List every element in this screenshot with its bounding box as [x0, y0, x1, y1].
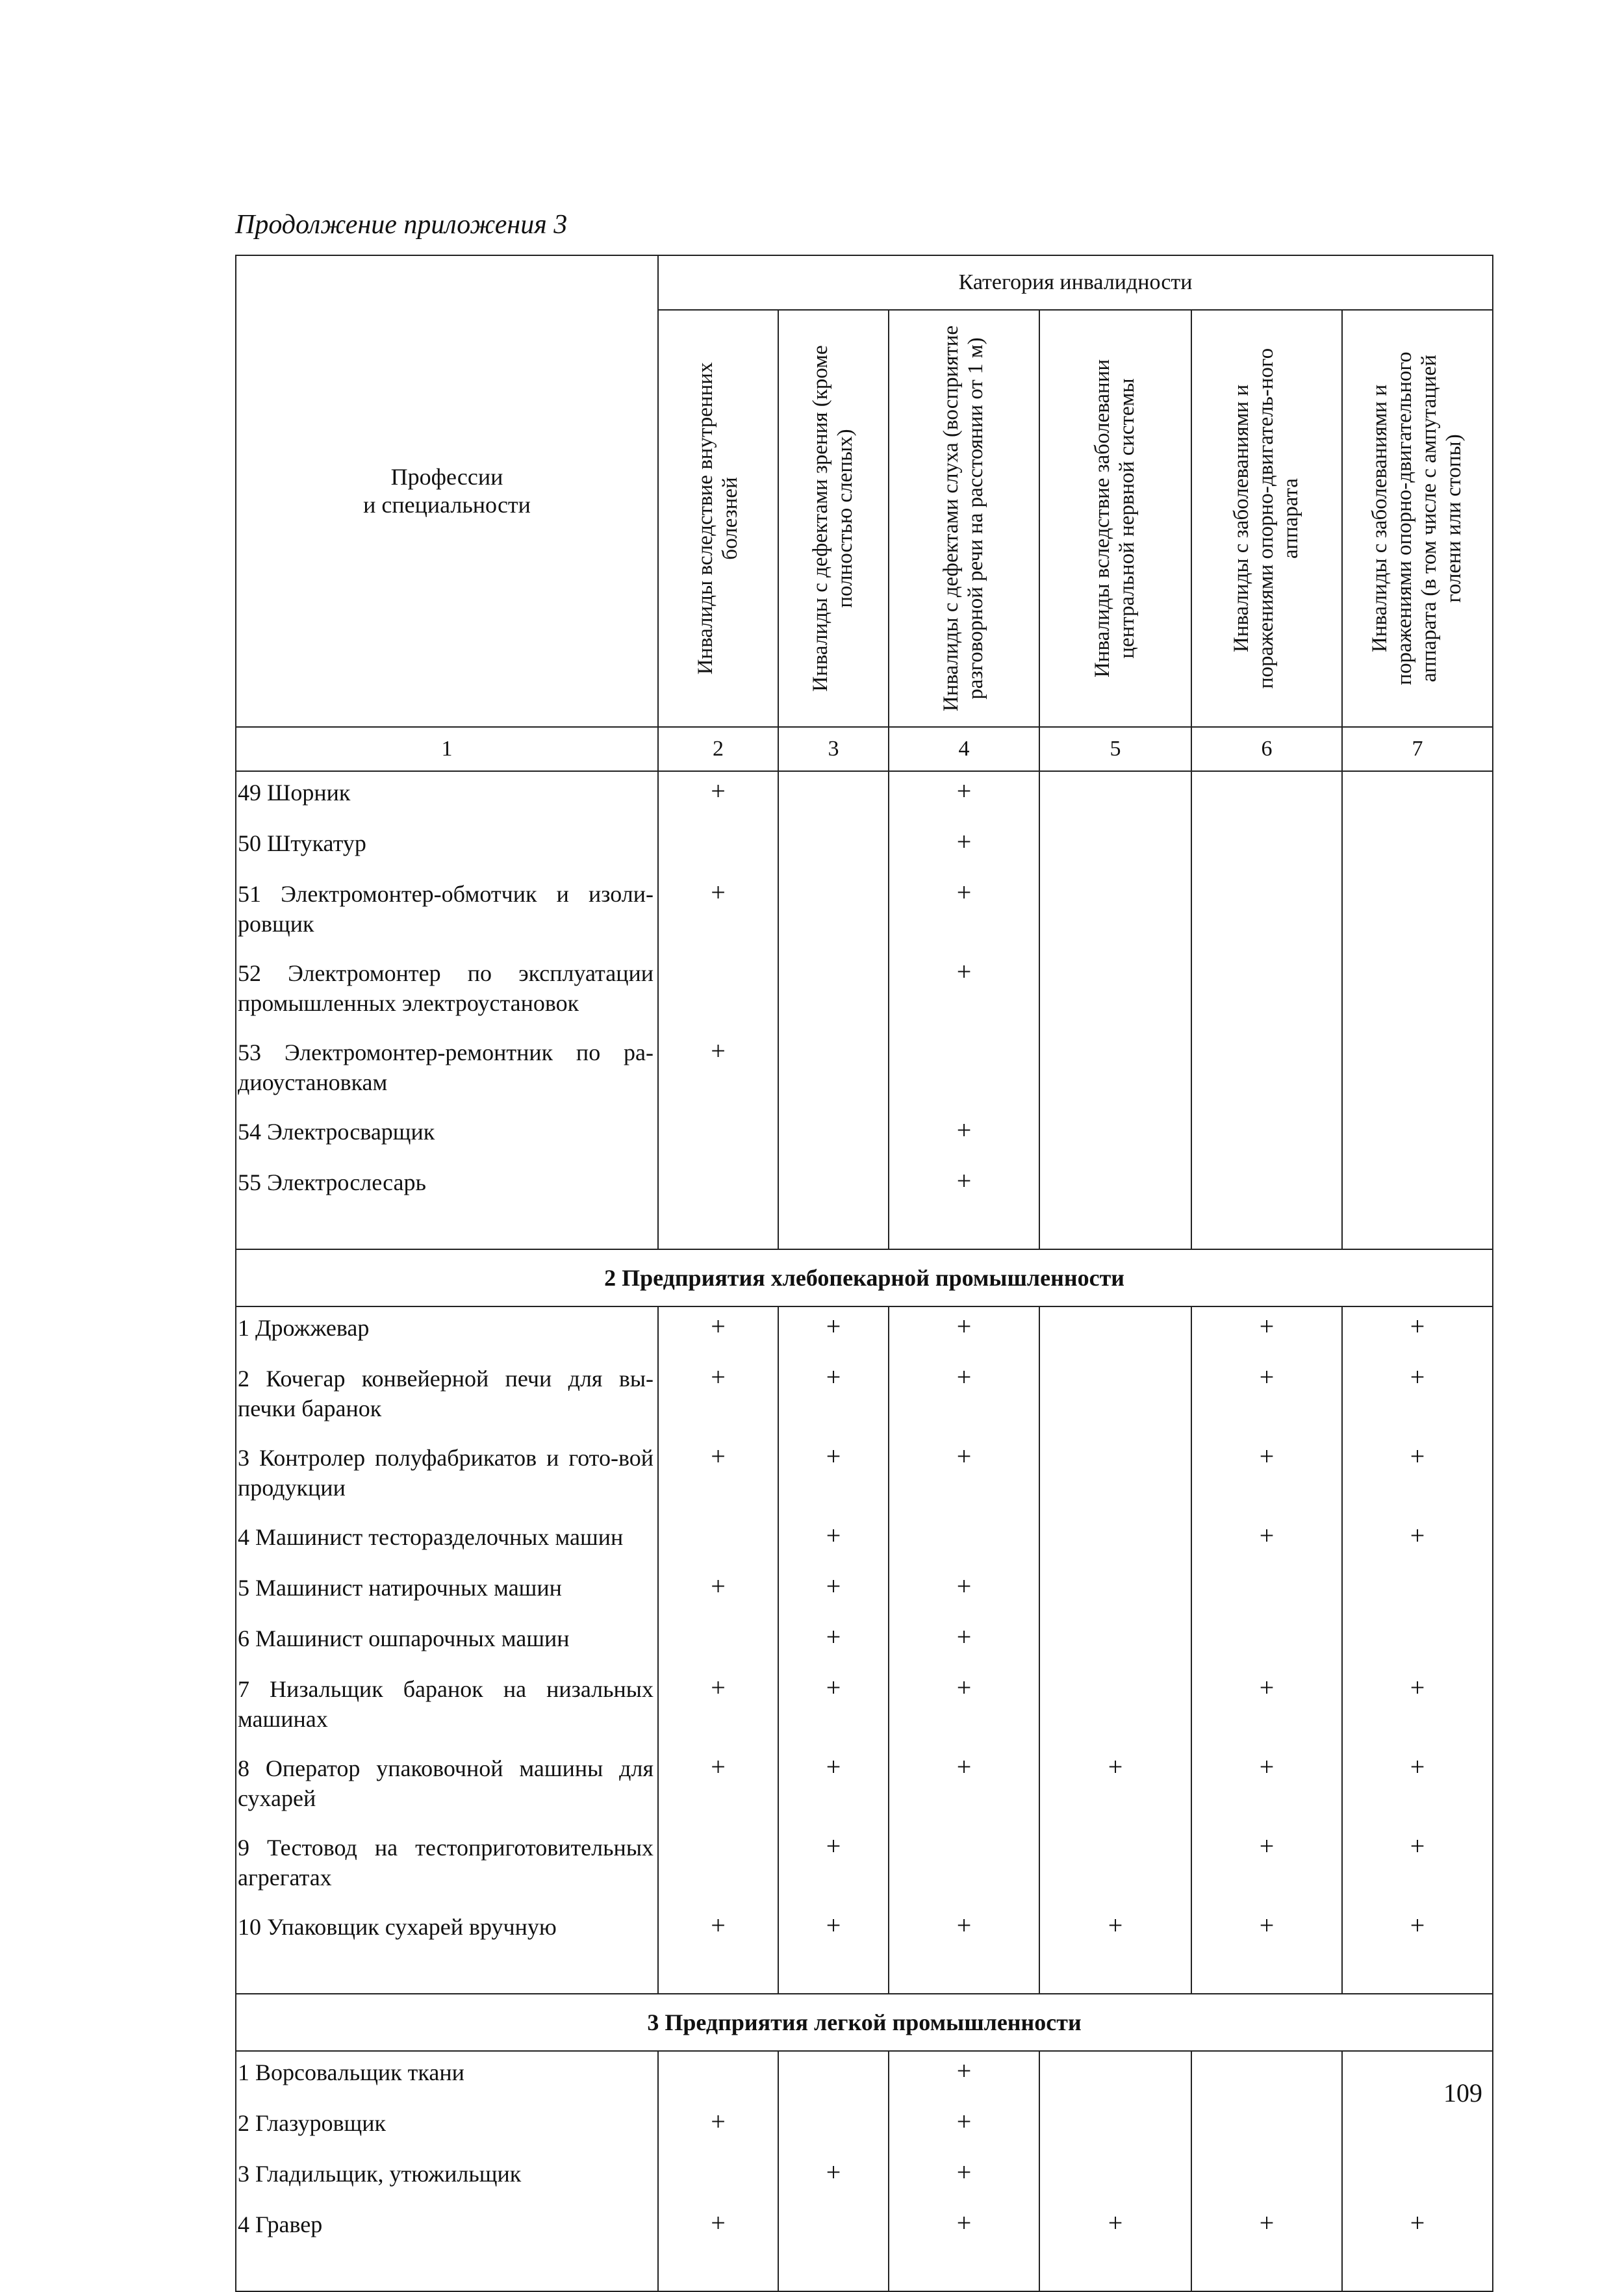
suitability-mark — [778, 873, 889, 952]
suitability-mark: + — [889, 1437, 1039, 1516]
profession-name: 53 Электромонтер-ремонтник по ра-диоустановкам — [236, 1032, 658, 1111]
suitability-mark — [1039, 1111, 1191, 1162]
column-header-3 — [778, 310, 889, 727]
suitability-mark: + — [658, 873, 778, 952]
table-row — [236, 873, 1493, 952]
column-number: 1 — [236, 727, 658, 771]
suitability-mark — [1191, 1567, 1342, 1618]
category-title: Категория инвалидности — [658, 255, 1493, 310]
column-number: 5 — [1039, 727, 1191, 771]
disability-categories-table — [235, 255, 1493, 2292]
suitability-mark: + — [889, 952, 1039, 1032]
profession-name: 51 Электромонтер-обмотчик и изоли-ровщик — [236, 873, 658, 952]
column-header-label: Инвалиды с дефектами слуха (восприятие разговорной речи на расстоянии от 1 м) — [939, 325, 987, 712]
suitability-mark: + — [778, 1906, 889, 1957]
table-row — [236, 1668, 1493, 1748]
table-row — [236, 1306, 1493, 1358]
suitability-mark: + — [778, 1358, 889, 1437]
column-header-label: Инвалиды вследствие внутренних болезней — [693, 362, 742, 675]
suitability-mark: + — [778, 1748, 889, 1827]
profession-name: 9 Тестовод на тестоприготовительных агрегатах — [236, 1827, 658, 1906]
suitability-mark: + — [778, 2153, 889, 2204]
suitability-mark: + — [889, 2204, 1039, 2254]
spacer-cell — [778, 1957, 889, 1994]
spacer-cell — [1342, 1212, 1493, 1249]
column-header-7 — [1342, 310, 1493, 727]
spacer-cell — [889, 1212, 1039, 1249]
suitability-mark — [1039, 822, 1191, 873]
suitability-mark: + — [1191, 1748, 1342, 1827]
suitability-mark — [1039, 873, 1191, 952]
suitability-mark: + — [1342, 2204, 1493, 2254]
suitability-mark: + — [778, 1567, 889, 1618]
suitability-mark: + — [658, 1306, 778, 1358]
suitability-mark: + — [1039, 2204, 1191, 2254]
column-header-2 — [658, 310, 778, 727]
profession-name: 3 Гладильщик, утюжильщик — [236, 2153, 658, 2204]
profession-name: 1 Ворсовальщик ткани — [236, 2051, 658, 2102]
suitability-mark — [1342, 1162, 1493, 1212]
table-row — [236, 1906, 1493, 1957]
suitability-mark: + — [1191, 1827, 1342, 1906]
profession-name: 54 Электросварщик — [236, 1111, 658, 1162]
suitability-mark: + — [889, 2153, 1039, 2204]
suitability-mark: + — [778, 1618, 889, 1668]
spacer-cell — [658, 1212, 778, 1249]
profession-name: 4 Машинист тестоpазделочных машин — [236, 1516, 658, 1567]
suitability-mark: + — [889, 1668, 1039, 1748]
section-header-row — [236, 1994, 1493, 2051]
spacer-cell — [889, 2254, 1039, 2291]
suitability-mark — [1039, 771, 1191, 822]
page-title: Продолжение приложения 3 — [235, 210, 568, 240]
suitability-mark — [1191, 1032, 1342, 1111]
table-row — [236, 1162, 1493, 1212]
suitability-mark: + — [1342, 1437, 1493, 1516]
suitability-mark: + — [778, 1827, 889, 1906]
suitability-mark — [1191, 822, 1342, 873]
suitability-mark: + — [889, 1162, 1039, 1212]
table-row — [236, 1827, 1493, 1906]
suitability-mark: + — [658, 1567, 778, 1618]
spacer-cell — [236, 2254, 658, 2291]
column-header-label: Инвалиды вследствие заболевании центральной нервной системы — [1091, 359, 1139, 678]
suitability-mark — [889, 1516, 1039, 1567]
suitability-mark — [1342, 771, 1493, 822]
suitability-mark — [1342, 1618, 1493, 1668]
spacer-cell — [1191, 1212, 1342, 1249]
table-row — [236, 1516, 1493, 1567]
suitability-mark — [778, 771, 889, 822]
suitability-mark: + — [889, 2051, 1039, 2102]
suitability-mark: + — [1191, 1306, 1342, 1358]
suitability-mark — [1342, 2153, 1493, 2204]
suitability-mark — [1039, 2051, 1191, 2102]
suitability-mark: + — [1191, 1358, 1342, 1437]
table-body — [236, 771, 1493, 2291]
suitability-mark — [1039, 1618, 1191, 1668]
suitability-mark — [1342, 1032, 1493, 1111]
column-number: 2 — [658, 727, 778, 771]
section-spacer — [236, 1212, 1493, 1249]
suitability-mark — [658, 1516, 778, 1567]
table-row — [236, 1567, 1493, 1618]
suitability-mark — [1191, 2102, 1342, 2153]
suitability-mark: + — [658, 1437, 778, 1516]
suitability-mark: + — [889, 1906, 1039, 1957]
column-header-label: Инвалиды с дефектами зрения (кроме полностью слепых) — [809, 345, 857, 692]
profession-name: 52 Электромонтер по эксплуатации промышленных электроустановок — [236, 952, 658, 1032]
suitability-mark — [1039, 2153, 1191, 2204]
suitability-mark: + — [889, 2102, 1039, 2153]
suitability-mark — [1191, 2153, 1342, 2204]
spacer-cell — [1039, 1212, 1191, 1249]
section-spacer — [236, 1957, 1493, 1994]
section-title: 2 Предприятия хлебопекарной промышленности — [236, 1249, 1493, 1306]
suitability-mark: + — [1039, 1906, 1191, 1957]
suitability-mark — [1191, 2051, 1342, 2102]
suitability-mark — [1191, 771, 1342, 822]
suitability-mark — [1342, 2102, 1493, 2153]
suitability-mark — [1191, 1111, 1342, 1162]
profession-name: 50 Штукатур — [236, 822, 658, 873]
suitability-mark — [778, 952, 889, 1032]
suitability-mark: + — [1191, 2204, 1342, 2254]
column-number: 4 — [889, 727, 1039, 771]
suitability-mark: + — [889, 1567, 1039, 1618]
column-header-label: Инвалиды с заболеваниями и поражениями опорно-двигатель-ного аппарата — [1230, 348, 1302, 689]
profession-name: 2 Глазуровщик — [236, 2102, 658, 2153]
profession-name: 8 Оператор упаковочной машины для сухарей — [236, 1748, 658, 1827]
profession-name: 2 Кочегар конвейерной печи для вы-печки баранок — [236, 1358, 658, 1437]
suitability-mark — [1342, 1111, 1493, 1162]
suitability-mark: + — [1342, 1906, 1493, 1957]
suitability-mark: + — [1039, 1748, 1191, 1827]
suitability-mark: + — [1342, 1516, 1493, 1567]
spacer-cell — [778, 2254, 889, 2291]
suitability-mark — [1039, 1306, 1191, 1358]
suitability-mark — [658, 822, 778, 873]
suitability-mark: + — [1342, 1827, 1493, 1906]
suitability-mark — [778, 2204, 889, 2254]
suitability-mark — [658, 1618, 778, 1668]
spacer-cell — [236, 1212, 658, 1249]
suitability-mark: + — [889, 1111, 1039, 1162]
section-header-row — [236, 1249, 1493, 1306]
spacer-cell — [889, 1957, 1039, 1994]
suitability-mark: + — [778, 1516, 889, 1567]
suitability-mark: + — [658, 1358, 778, 1437]
suitability-mark: + — [889, 1618, 1039, 1668]
column-number: 3 — [778, 727, 889, 771]
table-row — [236, 2051, 1493, 2102]
table-row — [236, 1032, 1493, 1111]
suitability-mark: + — [658, 1032, 778, 1111]
suitability-mark: + — [658, 2102, 778, 2153]
profession-name: 3 Контролер полуфабрикатов и гото-вой продукции — [236, 1437, 658, 1516]
profession-name: 10 Упаковщик сухарей вручную — [236, 1906, 658, 1957]
suitability-mark — [1342, 952, 1493, 1032]
suitability-mark: + — [889, 1358, 1039, 1437]
section-spacer — [236, 2254, 1493, 2291]
column-header-label: Инвалиды с заболеваниями и поражениями опорно-двигательного аппарата (в том числе с ампутацией голени или стопы) — [1368, 351, 1465, 685]
suitability-mark: + — [778, 1437, 889, 1516]
suitability-mark: + — [1191, 1906, 1342, 1957]
column-number: 7 — [1342, 727, 1493, 771]
suitability-mark — [658, 1827, 778, 1906]
table-row — [236, 2153, 1493, 2204]
spacer-cell — [778, 1212, 889, 1249]
table-row — [236, 2204, 1493, 2254]
suitability-mark: + — [658, 1668, 778, 1748]
spacer-cell — [1191, 2254, 1342, 2291]
suitability-mark — [1039, 1162, 1191, 1212]
suitability-mark — [1342, 822, 1493, 873]
column-number: 6 — [1191, 727, 1342, 771]
suitability-mark — [1039, 952, 1191, 1032]
profession-header — [236, 255, 658, 727]
suitability-mark: + — [778, 1306, 889, 1358]
column-header-6 — [1191, 310, 1342, 727]
suitability-mark: + — [658, 1906, 778, 1957]
table-row — [236, 1358, 1493, 1437]
suitability-mark — [1342, 1567, 1493, 1618]
column-numbers-row — [236, 727, 1493, 771]
suitability-mark: + — [1342, 1306, 1493, 1358]
suitability-mark — [658, 1162, 778, 1212]
section-title: 3 Предприятия легкой промышленности — [236, 1994, 1493, 2051]
suitability-mark: + — [889, 873, 1039, 952]
profession-name: 6 Машинист ошпарочных машин — [236, 1618, 658, 1668]
suitability-mark — [889, 1032, 1039, 1111]
profession-name: 4 Гравер — [236, 2204, 658, 2254]
suitability-mark: + — [1191, 1516, 1342, 1567]
profession-name: 1 Дрожжевар — [236, 1306, 658, 1358]
suitability-mark — [778, 1032, 889, 1111]
profession-name: 49 Шорник — [236, 771, 658, 822]
table-row — [236, 952, 1493, 1032]
suitability-mark — [1039, 1516, 1191, 1567]
spacer-cell — [658, 1957, 778, 1994]
suitability-mark — [1039, 2102, 1191, 2153]
suitability-mark: + — [889, 822, 1039, 873]
suitability-mark — [1191, 952, 1342, 1032]
suitability-mark — [1342, 873, 1493, 952]
suitability-mark: + — [1191, 1668, 1342, 1748]
suitability-mark — [1039, 1827, 1191, 1906]
spacer-cell — [1342, 1957, 1493, 1994]
spacer-cell — [658, 2254, 778, 2291]
suitability-mark: + — [1342, 1748, 1493, 1827]
spacer-cell — [1191, 1957, 1342, 1994]
suitability-mark — [1191, 1162, 1342, 1212]
profession-name: 5 Машинист натирочных машин — [236, 1567, 658, 1618]
suitability-mark — [778, 1162, 889, 1212]
suitability-mark — [1191, 873, 1342, 952]
column-header-4 — [889, 310, 1039, 727]
suitability-mark: + — [1342, 1358, 1493, 1437]
suitability-mark — [1039, 1567, 1191, 1618]
spacer-cell — [1039, 2254, 1191, 2291]
table-row — [236, 1748, 1493, 1827]
suitability-mark — [1039, 1668, 1191, 1748]
suitability-mark — [1039, 1032, 1191, 1111]
suitability-mark: + — [889, 771, 1039, 822]
suitability-mark: + — [1342, 1668, 1493, 1748]
profession-name: 7 Низальщик баранок на низальных машинах — [236, 1668, 658, 1748]
table-row — [236, 771, 1493, 822]
table-row — [236, 1111, 1493, 1162]
page-number: 109 — [1443, 2078, 1482, 2107]
suitability-mark: + — [658, 2204, 778, 2254]
suitability-mark — [1191, 1618, 1342, 1668]
suitability-mark — [1039, 1437, 1191, 1516]
suitability-mark: + — [778, 1668, 889, 1748]
suitability-mark — [658, 2153, 778, 2204]
suitability-mark: + — [658, 771, 778, 822]
suitability-mark: + — [889, 1748, 1039, 1827]
suitability-mark: + — [658, 1748, 778, 1827]
table-row — [236, 1437, 1493, 1516]
suitability-mark: + — [889, 1306, 1039, 1358]
suitability-mark — [658, 2051, 778, 2102]
spacer-cell — [236, 1957, 658, 1994]
table-row — [236, 822, 1493, 873]
table-row — [236, 2102, 1493, 2153]
suitability-mark — [778, 822, 889, 873]
suitability-mark: + — [1191, 1437, 1342, 1516]
profession-label: Профессии и специальности — [363, 463, 531, 518]
suitability-mark — [889, 1827, 1039, 1906]
suitability-mark — [1039, 1358, 1191, 1437]
suitability-mark — [658, 1111, 778, 1162]
suitability-mark — [778, 2051, 889, 2102]
suitability-mark — [778, 1111, 889, 1162]
table-row — [236, 1618, 1493, 1668]
spacer-cell — [1039, 1957, 1191, 1994]
profession-name: 55 Электрослесарь — [236, 1162, 658, 1212]
suitability-mark — [658, 952, 778, 1032]
suitability-mark — [778, 2102, 889, 2153]
spacer-cell — [1342, 2254, 1493, 2291]
column-header-5 — [1039, 310, 1191, 727]
